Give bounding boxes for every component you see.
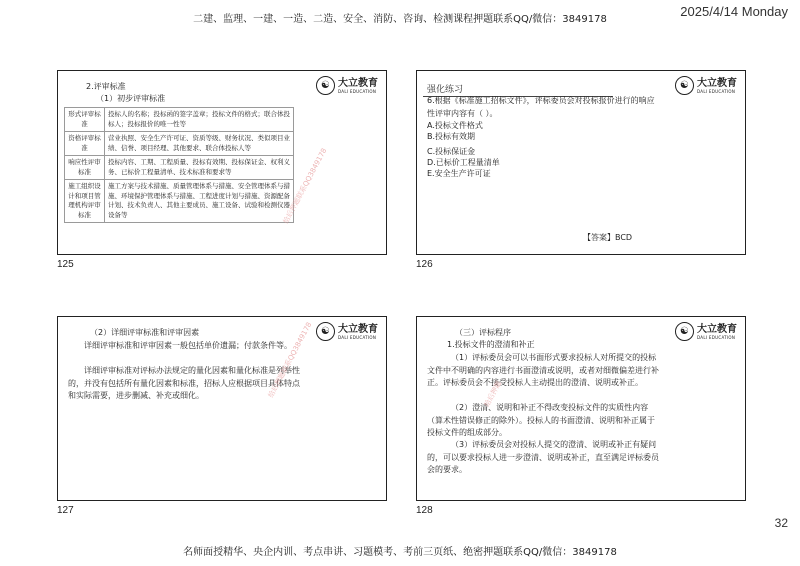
table-cell-content: 投标人的名称；投标函的签字盖章；投标文件的格式；联合体投标人；投标报价的唯一性等: [105, 108, 294, 132]
option-b: B.投标有效期: [427, 132, 476, 141]
table-row: [65, 108, 294, 132]
slide-125: [57, 70, 387, 255]
option-c: C.投标保证金: [427, 147, 476, 156]
slide-paragraph: （3）评标委员会对投标人提交的澄清、说明或补正有疑问的，可以要求投标人进一步澄清、说明或补正，直至满足评标委员会的要求。: [427, 440, 659, 474]
option-d: D.已标价工程量清单: [427, 158, 500, 167]
table-cell-category: 形式评审标准: [65, 108, 105, 132]
logo-name-en: DALI EDUCATION: [338, 334, 377, 340]
slide-paragraph: （1）评标委员会可以书面形式要求投标人对所提交的投标文件中不明确的内容进行书面澄清或说明，或者对细微偏差进行补正。评标委员会不接受投标人主动提出的澄清、说明或补正。: [427, 353, 659, 387]
logo: [675, 76, 737, 95]
slide-number: 127: [57, 505, 74, 516]
logo: [316, 76, 378, 95]
footer-banner: 名师面授精华、央企内训、考点串讲、习题模考、考前三页纸、绝密押题联系QQ/微信：3849178: [183, 547, 617, 558]
logo-mark-icon: ☯: [675, 322, 694, 341]
answer-text: 【答案】BCD: [583, 233, 633, 242]
table-cell-category: 施工组织设计和项目管理机构评审标准: [65, 180, 105, 223]
logo-mark-icon: ☯: [316, 76, 335, 95]
practice-title: [423, 77, 613, 97]
option-e: E.安全生产许可证: [427, 169, 491, 178]
watermark-stamp: 给后押题: [482, 379, 504, 409]
logo-name-en: DALI EDUCATION: [338, 88, 377, 94]
table-cell-content: 施工方案与技术措施、质量管理体系与措施、安全管理体系与措施、环境保护管理体系与措施、工程进度计划与措施、资源配备计划、技术负责人、其他主要成员、施工设备、试验和检测仪器设备等: [105, 180, 294, 223]
logo-mark-icon: ☯: [675, 76, 694, 95]
table-row: [65, 180, 294, 223]
logo-name: 大立教育: [338, 323, 378, 335]
table-cell-category: 资格评审标准: [65, 132, 105, 156]
slide-paragraph: 详细评审标准对评标办法规定的量化因素和量化标准是列举性的，并没有包括所有量化因素和标准，招标人应根据项目具体特点和实际需要，进步删减、补充或细化。: [68, 366, 300, 400]
date-stamp: 2025/4/14 Monday: [680, 4, 788, 19]
slide-number: 126: [416, 259, 433, 270]
logo-name: 大立教育: [697, 323, 737, 335]
slide-number: 128: [416, 505, 433, 516]
slide-heading: 2.评审标准: [86, 82, 126, 91]
table-cell-category: 响应性评审标准: [65, 156, 105, 180]
slide-subheading: 1.投标文件的澄清和补正: [447, 340, 535, 349]
watermark-stamp: 给后押题联系QQ3849178: [266, 320, 314, 400]
question-text: 6.根据《标准施工招标文件》，评标委员会对投标报价进行的响应性评审内容有（ ）。: [427, 96, 655, 118]
logo-mark-icon: ☯: [316, 322, 335, 341]
table-cell-content: 营业执照、安全生产许可证、资质等级、财务状况、类似项目业绩、信誉、项目经理、其他要求、联合体投标人等: [105, 132, 294, 156]
slide-heading: （2）详细评审标准和评审因素: [90, 328, 200, 337]
table-row: [65, 156, 294, 180]
slide-heading: （三）评标程序: [455, 328, 511, 337]
watermark-stamp: 给后押题联系QQ3849178: [281, 146, 329, 226]
table-row: [65, 132, 294, 156]
practice-title-text: 强化练习: [427, 85, 464, 95]
logo-name: 大立教育: [338, 77, 378, 89]
logo: [316, 322, 378, 341]
slide-126: [416, 70, 746, 255]
slide-paragraph: 详细评审标准和评审因素一般包括单价遗漏；付款条件等。: [84, 341, 292, 350]
logo: [675, 322, 737, 341]
slide-127: [57, 316, 387, 501]
logo-name: 大立教育: [697, 77, 737, 89]
page-number: 32: [774, 516, 788, 530]
slide-paragraph: （2）澄清、说明和补正不得改变投标文件的实质性内容（算术性错误修正的除外）。投标人的书面澄清、说明和补正属于投标文件的组成部分。: [427, 403, 655, 437]
slide-number: 125: [57, 259, 74, 270]
option-a: A.投标文件格式: [427, 121, 483, 130]
header-banner: 二建、监理、一建、一造、二造、安全、消防、咨询、检测课程押题联系QQ/微信：3849178: [193, 14, 607, 25]
table-cell-content: 投标内容、工期、工程质量、投标有效期、投标保证金、权利义务、已标价工程量清单、技术标准和要求等: [105, 156, 294, 180]
logo-name-en: DALI EDUCATION: [697, 88, 736, 94]
logo-name-en: DALI EDUCATION: [697, 334, 736, 340]
slide-128: [416, 316, 746, 501]
evaluation-criteria-table: [64, 107, 294, 223]
slide-subheading: （1）初步评审标准: [96, 94, 166, 103]
